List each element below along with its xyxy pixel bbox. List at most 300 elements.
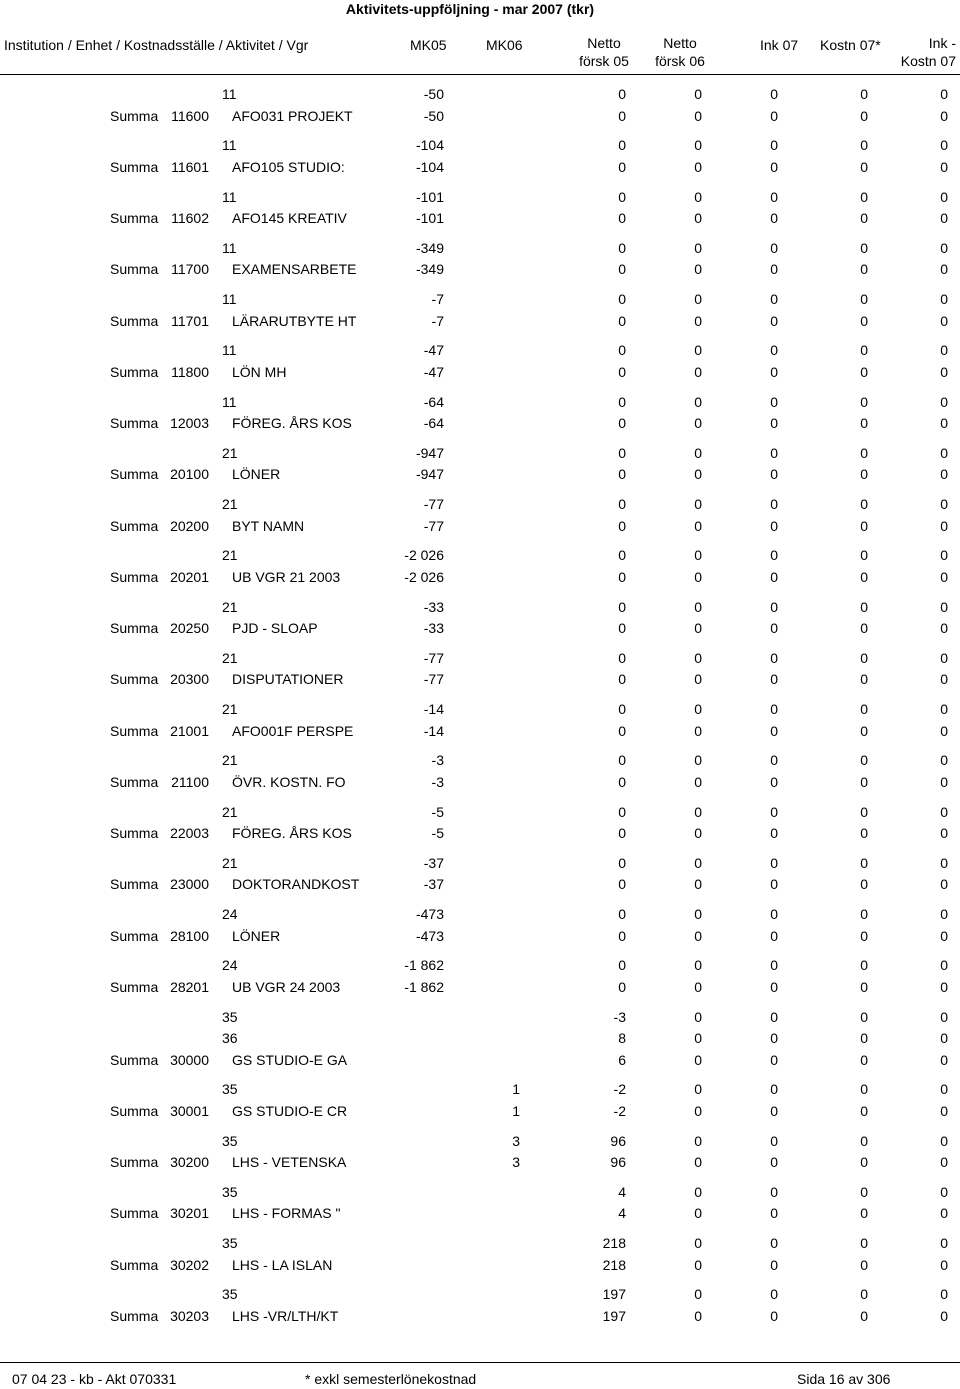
detail-mk05-value: -3 bbox=[431, 752, 444, 769]
detail-n05-value: 0 bbox=[618, 649, 626, 666]
detail-ik-value: 0 bbox=[940, 239, 948, 256]
summa-ink-value: 0 bbox=[770, 876, 778, 893]
footer-rule bbox=[0, 1362, 960, 1363]
cost-center-name: ÖVR. KOSTN. FO bbox=[232, 773, 346, 790]
summa-kostn-value: 0 bbox=[860, 107, 868, 124]
detail-kostn-value: 0 bbox=[860, 496, 868, 512]
header-netto-05-line2: försk 05 bbox=[579, 53, 629, 69]
summa-label: Summa bbox=[110, 1154, 159, 1170]
detail-ink-value: 0 bbox=[770, 1132, 778, 1149]
vgr-label: 11 bbox=[222, 393, 237, 410]
detail-kostn-value: 0 bbox=[860, 444, 868, 461]
detail-n05-value: 0 bbox=[618, 752, 626, 769]
summa-ink-value: 0 bbox=[770, 620, 778, 636]
detail-n06-value: 0 bbox=[694, 752, 702, 769]
detail-n05-value: 0 bbox=[618, 854, 626, 871]
detail-n06-value: 0 bbox=[694, 86, 702, 102]
detail-ink-value: 0 bbox=[770, 1235, 778, 1251]
detail-kostn-value: 0 bbox=[860, 906, 868, 922]
detail-n05-value: 0 bbox=[618, 496, 626, 512]
cost-center-code: 12003 bbox=[170, 415, 209, 431]
summa-n05-value: 0 bbox=[618, 363, 626, 380]
cost-center-name: AFO145 KREATIV bbox=[232, 210, 347, 226]
summa-ink-value: 0 bbox=[770, 312, 778, 329]
summa-ik-value: 0 bbox=[940, 1256, 948, 1273]
summa-kostn-value: 0 bbox=[860, 1307, 868, 1324]
detail-ik-value: 0 bbox=[940, 393, 948, 410]
summa-n05-value: 0 bbox=[618, 620, 626, 636]
detail-ink-value: 0 bbox=[770, 598, 778, 615]
detail-mk05-value: -2 026 bbox=[404, 547, 444, 564]
header-rule bbox=[0, 74, 960, 75]
summa-n06-value: 0 bbox=[694, 978, 702, 995]
detail-ink-value: 0 bbox=[770, 1183, 778, 1200]
summa-ik-value: 0 bbox=[940, 1051, 948, 1068]
detail-mk05-value: -77 bbox=[423, 649, 444, 666]
detail-ink-value: 0 bbox=[770, 496, 778, 512]
detail-ink-value: 0 bbox=[770, 1030, 778, 1046]
summa-ik-value: 0 bbox=[940, 568, 948, 585]
summa-kostn-value: 0 bbox=[860, 773, 868, 790]
summa-ik-value: 0 bbox=[940, 1154, 948, 1170]
cost-center-name: FÖREG. ÅRS KOS bbox=[232, 415, 352, 431]
summa-ink-value: 0 bbox=[770, 773, 778, 790]
summa-label: Summa bbox=[110, 1205, 159, 1222]
header-mk05: MK05 bbox=[410, 37, 447, 53]
detail-n05-value: 0 bbox=[618, 906, 626, 922]
summa-label: Summa bbox=[110, 312, 159, 329]
cost-center-code: 23000 bbox=[170, 876, 209, 893]
summa-n05-value: 0 bbox=[618, 466, 626, 483]
summa-label: Summa bbox=[110, 620, 159, 636]
detail-ik-value: 0 bbox=[940, 1008, 948, 1025]
summa-ik-value: 0 bbox=[940, 1102, 948, 1119]
summa-n06-value: 0 bbox=[694, 210, 702, 226]
detail-n06-value: 0 bbox=[694, 496, 702, 512]
summa-n05-value: 218 bbox=[602, 1256, 626, 1273]
cost-center-code: 11600 bbox=[171, 107, 209, 124]
summa-label: Summa bbox=[110, 671, 159, 688]
detail-mk05-value: -473 bbox=[415, 906, 444, 922]
summa-n06-value: 0 bbox=[694, 517, 702, 534]
detail-n05-value: 0 bbox=[618, 547, 626, 564]
detail-kostn-value: 0 bbox=[860, 393, 868, 410]
summa-ink-value: 0 bbox=[770, 1102, 778, 1119]
summa-ik-value: 0 bbox=[940, 722, 948, 739]
summa-label: Summa bbox=[110, 876, 159, 893]
summa-n05-value: 6 bbox=[618, 1051, 626, 1068]
cost-center-name: LHS - FORMAS " bbox=[232, 1205, 341, 1222]
cost-center-code: 20100 bbox=[170, 466, 209, 483]
detail-ink-value: 0 bbox=[770, 1008, 778, 1025]
cost-center-code: 28201 bbox=[170, 978, 209, 995]
header-mk06: MK06 bbox=[486, 37, 523, 53]
detail-mk05-value: -1 862 bbox=[404, 957, 444, 974]
summa-kostn-value: 0 bbox=[860, 1154, 868, 1170]
detail-ik-value: 0 bbox=[940, 188, 948, 205]
detail-n06-value: 0 bbox=[694, 188, 702, 205]
detail-kostn-value: 0 bbox=[860, 1030, 868, 1046]
cost-center-code: 11701 bbox=[171, 312, 209, 329]
vgr-label: 21 bbox=[222, 803, 238, 820]
detail-n05-value: 0 bbox=[618, 291, 626, 307]
detail-n05-value: 197 bbox=[602, 1286, 626, 1303]
detail-n06-value: 0 bbox=[694, 547, 702, 564]
detail-ink-value: 0 bbox=[770, 957, 778, 974]
detail-mk05-value: -14 bbox=[423, 701, 444, 717]
cost-center-code: 20300 bbox=[170, 671, 209, 688]
detail-n05-value: 0 bbox=[618, 342, 626, 359]
vgr-label: 35 bbox=[222, 1008, 238, 1025]
detail-ik-value: 0 bbox=[940, 547, 948, 564]
detail-kostn-value: 0 bbox=[860, 1235, 868, 1251]
summa-n05-value: 197 bbox=[602, 1307, 626, 1324]
cost-center-name: EXAMENSARBETE bbox=[232, 261, 357, 278]
summa-n06-value: 0 bbox=[694, 1256, 702, 1273]
detail-mk05-value: -64 bbox=[423, 393, 444, 410]
detail-ink-value: 0 bbox=[770, 1081, 778, 1098]
summa-kostn-value: 0 bbox=[860, 671, 868, 688]
summa-ik-value: 0 bbox=[940, 927, 948, 944]
vgr-label: 24 bbox=[222, 957, 238, 974]
vgr-label: 35 bbox=[222, 1183, 238, 1200]
summa-kostn-value: 0 bbox=[860, 568, 868, 585]
summa-label: Summa bbox=[110, 415, 159, 431]
summa-mk05-value: -473 bbox=[415, 927, 444, 944]
summa-n05-value: 0 bbox=[618, 722, 626, 739]
summa-mk05-value: -947 bbox=[415, 466, 444, 483]
cost-center-code: 30200 bbox=[170, 1154, 209, 1170]
header-netto-06-line1: Netto bbox=[663, 35, 697, 51]
summa-ink-value: 0 bbox=[770, 1256, 778, 1273]
summa-ik-value: 0 bbox=[940, 825, 948, 841]
summa-label: Summa bbox=[110, 517, 159, 534]
vgr-label: 21 bbox=[222, 547, 238, 564]
summa-kostn-value: 0 bbox=[860, 1205, 868, 1222]
detail-n05-value: 0 bbox=[618, 393, 626, 410]
summa-n06-value: 0 bbox=[694, 261, 702, 278]
summa-kostn-value: 0 bbox=[860, 363, 868, 380]
cost-center-code: 11700 bbox=[171, 261, 209, 278]
summa-ik-value: 0 bbox=[940, 671, 948, 688]
cost-center-name: DISPUTATIONER bbox=[232, 671, 344, 688]
cost-center-code: 30001 bbox=[170, 1102, 209, 1119]
cost-center-name: FÖREG. ÅRS KOS bbox=[232, 825, 352, 841]
summa-n05-value: 0 bbox=[618, 517, 626, 534]
summa-mk05-value: -77 bbox=[423, 517, 444, 534]
summa-n05-value: 0 bbox=[618, 261, 626, 278]
detail-n05-value: 0 bbox=[618, 86, 626, 102]
summa-ink-value: 0 bbox=[770, 1154, 778, 1170]
detail-n06-value: 0 bbox=[694, 803, 702, 820]
detail-mk06-value: 1 bbox=[512, 1081, 520, 1098]
summa-kostn-value: 0 bbox=[860, 876, 868, 893]
summa-n06-value: 0 bbox=[694, 1102, 702, 1119]
summa-label: Summa bbox=[110, 1256, 159, 1273]
summa-mk05-value: -50 bbox=[423, 107, 444, 124]
detail-kostn-value: 0 bbox=[860, 547, 868, 564]
detail-kostn-value: 0 bbox=[860, 291, 868, 307]
detail-kostn-value: 0 bbox=[860, 1132, 868, 1149]
summa-kostn-value: 0 bbox=[860, 1102, 868, 1119]
summa-ink-value: 0 bbox=[770, 210, 778, 226]
summa-kostn-value: 0 bbox=[860, 261, 868, 278]
detail-n05-value: 0 bbox=[618, 444, 626, 461]
summa-label: Summa bbox=[110, 158, 159, 175]
summa-kostn-value: 0 bbox=[860, 927, 868, 944]
detail-n05-value: 0 bbox=[618, 188, 626, 205]
cost-center-name: GS STUDIO-E CR bbox=[232, 1102, 348, 1119]
summa-ink-value: 0 bbox=[770, 568, 778, 585]
summa-kostn-value: 0 bbox=[860, 722, 868, 739]
detail-kostn-value: 0 bbox=[860, 239, 868, 256]
detail-n06-value: 0 bbox=[694, 393, 702, 410]
summa-n06-value: 0 bbox=[694, 466, 702, 483]
detail-ik-value: 0 bbox=[940, 342, 948, 359]
summa-mk05-value: -101 bbox=[415, 210, 444, 226]
summa-ik-value: 0 bbox=[940, 363, 948, 380]
detail-n05-value: -3 bbox=[613, 1008, 626, 1025]
cost-center-name: BYT NAMN bbox=[232, 517, 305, 534]
detail-ik-value: 0 bbox=[940, 803, 948, 820]
cost-center-code: 28100 bbox=[170, 927, 209, 944]
detail-ik-value: 0 bbox=[940, 1081, 948, 1098]
detail-n06-value: 0 bbox=[694, 1008, 702, 1025]
summa-label: Summa bbox=[110, 1307, 159, 1324]
summa-label: Summa bbox=[110, 1102, 159, 1119]
cost-center-code: 11602 bbox=[171, 210, 209, 226]
summa-n06-value: 0 bbox=[694, 107, 702, 124]
summa-ink-value: 0 bbox=[770, 466, 778, 483]
cost-center-name: AFO031 PROJEKT bbox=[232, 107, 353, 124]
header-netto-05-line1: Netto bbox=[587, 35, 621, 51]
detail-n06-value: 0 bbox=[694, 906, 702, 922]
summa-n06-value: 0 bbox=[694, 1205, 702, 1222]
summa-label: Summa bbox=[110, 568, 159, 585]
detail-ik-value: 0 bbox=[940, 752, 948, 769]
summa-n05-value: 0 bbox=[618, 210, 626, 226]
cost-center-name: LHS - VETENSKA bbox=[232, 1154, 347, 1170]
vgr-label: 35 bbox=[222, 1235, 238, 1251]
summa-label: Summa bbox=[110, 261, 159, 278]
vgr-label: 36 bbox=[222, 1030, 238, 1046]
detail-n05-value: 0 bbox=[618, 239, 626, 256]
detail-ik-value: 0 bbox=[940, 649, 948, 666]
footer-note: * exkl semesterlönekostnad bbox=[305, 1371, 477, 1387]
summa-ink-value: 0 bbox=[770, 363, 778, 380]
vgr-label: 11 bbox=[222, 188, 237, 205]
summa-mk05-value: -3 bbox=[431, 773, 444, 790]
summa-n05-value: 0 bbox=[618, 568, 626, 585]
summa-mk05-value: -37 bbox=[423, 876, 444, 893]
vgr-label: 21 bbox=[222, 701, 238, 717]
detail-n05-value: 8 bbox=[618, 1030, 626, 1046]
detail-n05-value: 218 bbox=[602, 1235, 626, 1251]
detail-kostn-value: 0 bbox=[860, 649, 868, 666]
summa-label: Summa bbox=[110, 978, 159, 995]
detail-kostn-value: 0 bbox=[860, 957, 868, 974]
detail-mk05-value: -33 bbox=[423, 598, 444, 615]
summa-ik-value: 0 bbox=[940, 107, 948, 124]
detail-n06-value: 0 bbox=[694, 854, 702, 871]
detail-n06-value: 0 bbox=[694, 342, 702, 359]
cost-center-name: LÄRARUTBYTE HT bbox=[232, 312, 357, 329]
header-ink-07: Ink 07 bbox=[760, 37, 799, 53]
vgr-label: 11 bbox=[222, 86, 237, 102]
summa-n05-value: 0 bbox=[618, 107, 626, 124]
detail-kostn-value: 0 bbox=[860, 854, 868, 871]
summa-label: Summa bbox=[110, 107, 159, 124]
detail-n06-value: 0 bbox=[694, 957, 702, 974]
summa-kostn-value: 0 bbox=[860, 978, 868, 995]
cost-center-code: 20200 bbox=[170, 517, 209, 534]
detail-mk05-value: -101 bbox=[415, 188, 444, 205]
summa-label: Summa bbox=[110, 1051, 159, 1068]
vgr-label: 21 bbox=[222, 649, 238, 666]
summa-kostn-value: 0 bbox=[860, 825, 868, 841]
detail-kostn-value: 0 bbox=[860, 701, 868, 717]
detail-ink-value: 0 bbox=[770, 86, 778, 102]
detail-mk05-value: -47 bbox=[423, 342, 444, 359]
detail-ink-value: 0 bbox=[770, 1286, 778, 1303]
detail-n06-value: 0 bbox=[694, 1235, 702, 1251]
detail-ik-value: 0 bbox=[940, 137, 948, 154]
detail-ik-value: 0 bbox=[940, 1132, 948, 1149]
detail-ink-value: 0 bbox=[770, 291, 778, 307]
detail-mk05-value: -349 bbox=[415, 239, 444, 256]
detail-kostn-value: 0 bbox=[860, 598, 868, 615]
summa-n05-value: 0 bbox=[618, 415, 626, 431]
summa-n05-value: 0 bbox=[618, 312, 626, 329]
cost-center-code: 11800 bbox=[171, 363, 209, 380]
summa-ink-value: 0 bbox=[770, 1051, 778, 1068]
summa-n06-value: 0 bbox=[694, 876, 702, 893]
summa-mk06-value: 1 bbox=[512, 1102, 520, 1119]
detail-kostn-value: 0 bbox=[860, 1008, 868, 1025]
detail-kostn-value: 0 bbox=[860, 137, 868, 154]
summa-n05-value: 0 bbox=[618, 825, 626, 841]
detail-n06-value: 0 bbox=[694, 598, 702, 615]
cost-center-code: 30201 bbox=[170, 1205, 209, 1222]
detail-n05-value: 0 bbox=[618, 957, 626, 974]
detail-n06-value: 0 bbox=[694, 1132, 702, 1149]
summa-n06-value: 0 bbox=[694, 722, 702, 739]
detail-kostn-value: 0 bbox=[860, 752, 868, 769]
cost-center-code: 30202 bbox=[170, 1256, 209, 1273]
cost-center-code: 30203 bbox=[170, 1307, 209, 1324]
summa-n05-value: 96 bbox=[610, 1154, 626, 1170]
vgr-label: 21 bbox=[222, 496, 238, 512]
detail-ik-value: 0 bbox=[940, 854, 948, 871]
detail-ink-value: 0 bbox=[770, 701, 778, 717]
summa-ik-value: 0 bbox=[940, 620, 948, 636]
detail-ik-value: 0 bbox=[940, 598, 948, 615]
summa-kostn-value: 0 bbox=[860, 158, 868, 175]
cost-center-name: UB VGR 21 2003 bbox=[232, 568, 341, 585]
detail-ik-value: 0 bbox=[940, 957, 948, 974]
summa-ink-value: 0 bbox=[770, 261, 778, 278]
cost-center-name: LÖNER bbox=[232, 466, 281, 483]
summa-n06-value: 0 bbox=[694, 1051, 702, 1068]
summa-mk05-value: -7 bbox=[431, 312, 444, 329]
summa-n06-value: 0 bbox=[694, 927, 702, 944]
header-kostn-07: Kostn 07* bbox=[820, 37, 881, 53]
detail-n06-value: 0 bbox=[694, 444, 702, 461]
header-netto-05 bbox=[568, 34, 640, 70]
summa-n06-value: 0 bbox=[694, 620, 702, 636]
summa-n05-value: 4 bbox=[618, 1205, 626, 1222]
summa-mk05-value: -64 bbox=[423, 415, 444, 431]
summa-n05-value: -2 bbox=[613, 1102, 626, 1119]
summa-ink-value: 0 bbox=[770, 927, 778, 944]
detail-ink-value: 0 bbox=[770, 393, 778, 410]
summa-ink-value: 0 bbox=[770, 671, 778, 688]
cost-center-name: LÖN MH bbox=[232, 363, 287, 380]
summa-ik-value: 0 bbox=[940, 876, 948, 893]
summa-label: Summa bbox=[110, 927, 159, 944]
summa-mk05-value: -5 bbox=[431, 825, 444, 841]
summa-n06-value: 0 bbox=[694, 312, 702, 329]
summa-n06-value: 0 bbox=[694, 1154, 702, 1170]
detail-ink-value: 0 bbox=[770, 906, 778, 922]
footer-page: Sida 16 av 306 bbox=[797, 1371, 891, 1387]
summa-kostn-value: 0 bbox=[860, 312, 868, 329]
summa-n05-value: 0 bbox=[618, 978, 626, 995]
vgr-label: 21 bbox=[222, 598, 238, 615]
summa-kostn-value: 0 bbox=[860, 1051, 868, 1068]
detail-kostn-value: 0 bbox=[860, 188, 868, 205]
detail-n06-value: 0 bbox=[694, 137, 702, 154]
detail-mk06-value: 3 bbox=[512, 1132, 520, 1149]
vgr-label: 35 bbox=[222, 1081, 238, 1098]
summa-kostn-value: 0 bbox=[860, 210, 868, 226]
detail-mk05-value: -947 bbox=[415, 444, 444, 461]
detail-mk05-value: -7 bbox=[431, 291, 444, 307]
detail-ink-value: 0 bbox=[770, 803, 778, 820]
header-netto-06 bbox=[644, 34, 716, 70]
summa-kostn-value: 0 bbox=[860, 466, 868, 483]
detail-n05-value: -2 bbox=[613, 1081, 626, 1098]
summa-mk05-value: -2 026 bbox=[404, 568, 444, 585]
detail-ik-value: 0 bbox=[940, 701, 948, 717]
cost-center-name: LÖNER bbox=[232, 927, 281, 944]
cost-center-name: LHS -VR/LTH/KT bbox=[232, 1307, 339, 1324]
detail-ik-value: 0 bbox=[940, 86, 948, 102]
summa-label: Summa bbox=[110, 773, 159, 790]
summa-n05-value: 0 bbox=[618, 671, 626, 688]
detail-kostn-value: 0 bbox=[860, 342, 868, 359]
summa-mk05-value: -77 bbox=[423, 671, 444, 688]
summa-mk05-value: -1 862 bbox=[404, 978, 444, 995]
summa-label: Summa bbox=[110, 825, 159, 841]
cost-center-name: GS STUDIO-E GA bbox=[232, 1051, 348, 1068]
footer-date: 07 04 23 - kb - Akt 070331 bbox=[12, 1371, 177, 1387]
summa-ik-value: 0 bbox=[940, 466, 948, 483]
summa-n06-value: 0 bbox=[694, 415, 702, 431]
summa-mk05-value: -349 bbox=[415, 261, 444, 278]
summa-ink-value: 0 bbox=[770, 1205, 778, 1222]
detail-kostn-value: 0 bbox=[860, 1286, 868, 1303]
detail-ik-value: 0 bbox=[940, 1235, 948, 1251]
cost-center-code: 20201 bbox=[170, 568, 209, 585]
detail-kostn-value: 0 bbox=[860, 86, 868, 102]
detail-ink-value: 0 bbox=[770, 547, 778, 564]
detail-ik-value: 0 bbox=[940, 906, 948, 922]
summa-label: Summa bbox=[110, 210, 159, 226]
summa-ink-value: 0 bbox=[770, 517, 778, 534]
vgr-label: 24 bbox=[222, 906, 238, 922]
summa-mk05-value: -104 bbox=[415, 158, 444, 175]
